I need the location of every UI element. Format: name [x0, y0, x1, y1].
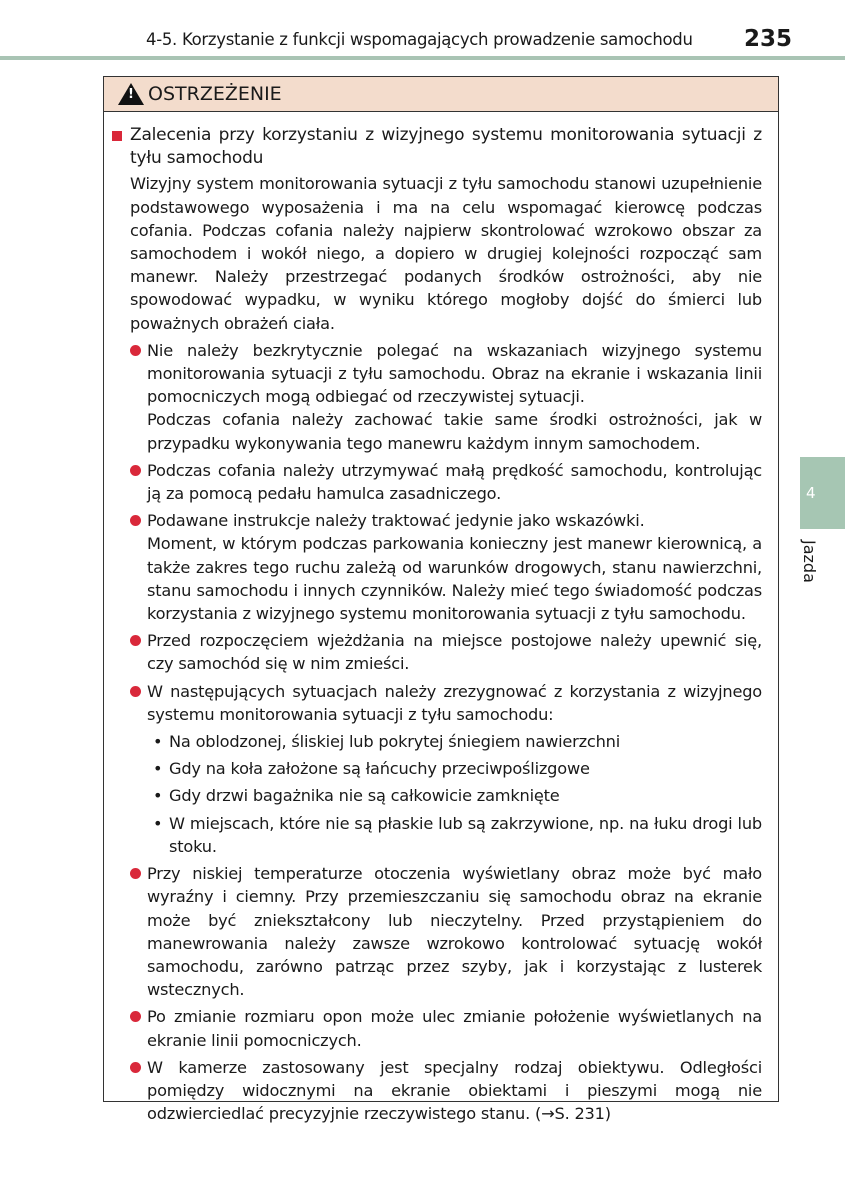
- section-heading: [112, 124, 762, 170]
- round-bullet-icon: [130, 1011, 141, 1022]
- round-bullet-icon: [130, 686, 141, 697]
- item-text-block: [147, 1005, 762, 1051]
- item-text-block: [147, 1056, 762, 1126]
- item-text: W kamerze zastosowany jest specjalny rodzaj obiektywu. Odległości pomiędzy widocznymi na ekranie obiektami i pieszymi mogą nie odzwierciedlać precyzyjnie rzeczywistego stanu. (→S. 231): [147, 1057, 762, 1124]
- item-text: Po zmianie rozmiaru opon może ulec zmianie położenie wyświetlanych na ekranie linii pomocniczych.: [147, 1007, 762, 1050]
- round-bullet-icon: [130, 515, 141, 526]
- sub-item-text: W miejscach, które nie są płaskie lub są zakrzywione, np. na łuku drogi lub stoku.: [169, 813, 762, 856]
- warning-list-item: [130, 459, 762, 505]
- bullet-icon: •: [153, 813, 163, 833]
- warning-list-item: [130, 629, 762, 675]
- item-extra-text: Podczas cofania należy zachować takie same środki ostrożności, jak w przypadku wykonywania tego manewru każdym innym samochodem.: [147, 410, 762, 453]
- page-header: [0, 26, 845, 56]
- sub-item-text: Gdy drzwi bagażnika nie są całkowicie zamknięte: [169, 786, 560, 806]
- warning-list-item: [130, 1056, 762, 1126]
- header-divider: [0, 56, 845, 60]
- page-number: 235: [744, 26, 793, 52]
- round-bullet-icon: [130, 868, 141, 879]
- item-text-block: [147, 680, 762, 858]
- sub-list-item: [153, 812, 762, 858]
- chapter-tab-label: Jazda: [800, 540, 819, 583]
- warning-list-item: [130, 509, 762, 625]
- item-text: Podawane instrukcje należy traktować jedynie jako wskazówki.: [147, 511, 645, 531]
- item-text: Nie należy bezkrytycznie polegać na wskazaniach wizyjnego systemu monitorowania sytuacji z tyłu samochodu. Obraz na ekranie i wskazania linii pomocniczych mogą odbiegać od rzeczywistej sytuacji.: [147, 340, 762, 407]
- item-text: Przy niskiej temperaturze otoczenia wyświetlany obraz może być mało wyraźny i ciemny. Przy przemieszczaniu się samochodu obraz na ekranie może być zniekształcony lub nieczytelny. Przed przystąpieniem do manewrowania należy zawsze wzrokowo kontrolować sytuację wokół samochodu, zarówno patrząc przez szyby, jak i korzystając z lusterek wstecznych.: [147, 864, 762, 1000]
- square-bullet-icon: [112, 131, 122, 141]
- item-text-block: [147, 459, 762, 505]
- chapter-title: 4-5. Korzystanie z funkcji wspomagających prowadzenie samochodu: [146, 30, 693, 49]
- item-text-block: [147, 509, 762, 625]
- warning-list-item: [130, 1005, 762, 1051]
- round-bullet-icon: [130, 465, 141, 476]
- warning-box: [103, 76, 779, 1124]
- intro-paragraph: Wizyjny system monitorowania sytuacji z tyłu samochodu stanowi uzupełnienie podstawowego wyposażenia i ma na celu wspomagać kierowcę podczas cofania. Podczas cofania należy najpierw skontrolować wzrokowo obszar za samochodem i wokół niego, a dopiero w drugiej kolejności rozpocząć sam manewr. Należy przestrzegać podanych środków ostrożności, aby nie spowodować wypadku, w wyniku którego mogłoby dojść do śmierci lub poważnych obrażeń ciała.: [130, 174, 762, 333]
- item-extra-text: Moment, w którym podczas parkowania konieczny jest manewr kierownicą, a także zakres tego ruchu zależą od warunków drogowych, stanu nawierzchni, stanu samochodu i innych czynników. Należy mieć tego świadomość podczas korzystania z wizyjnego systemu monitorowania sytuacji z tyłu samochodu.: [147, 534, 762, 624]
- section-title: Zalecenia przy korzystaniu z wizyjnego systemu monitorowania sytuacji z tyłu samochodu: [130, 125, 762, 169]
- bullet-icon: •: [153, 732, 163, 752]
- item-text-block: [147, 339, 762, 455]
- warning-heading: OSTRZEŻENIE: [148, 83, 282, 105]
- sub-item-text: Gdy na koła założone są łańcuchy przeciwpoślizgowe: [169, 759, 590, 779]
- warning-list-item: [130, 339, 762, 455]
- sub-list-item: [153, 784, 762, 807]
- round-bullet-icon: [130, 1062, 141, 1073]
- item-text: Przed rozpoczęciem wjeżdżania na miejsce postojowe należy upewnić się, czy samochód się w nim zmieści.: [147, 631, 762, 674]
- round-bullet-icon: [130, 345, 141, 356]
- warning-list-item: [130, 680, 762, 858]
- sub-list-item: [153, 757, 762, 780]
- chapter-tab-number: 4: [806, 484, 816, 502]
- item-text: Podczas cofania należy utrzymywać małą prędkość samochodu, kontrolując ją za pomocą pedału hamulca zasadniczego.: [147, 460, 762, 504]
- item-text-block: [147, 862, 762, 1001]
- item-text: W następujących sytuacjach należy zrezygnować z korzystania z wizyjnego systemu monitorowania sytuacji z tyłu samochodu:: [147, 681, 762, 724]
- warning-content: [104, 112, 778, 1125]
- round-bullet-icon: [130, 635, 141, 646]
- warning-header: [104, 77, 778, 112]
- warning-list-item: [130, 862, 762, 1001]
- item-text-block: [147, 629, 762, 675]
- bullet-icon: •: [153, 786, 163, 806]
- sub-item-text: Na oblodzonej, śliskiej lub pokrytej śniegiem nawierzchni: [169, 732, 621, 752]
- bullet-icon: •: [153, 759, 163, 779]
- warning-triangle-icon: !: [118, 83, 144, 105]
- sub-list-item: [153, 730, 762, 753]
